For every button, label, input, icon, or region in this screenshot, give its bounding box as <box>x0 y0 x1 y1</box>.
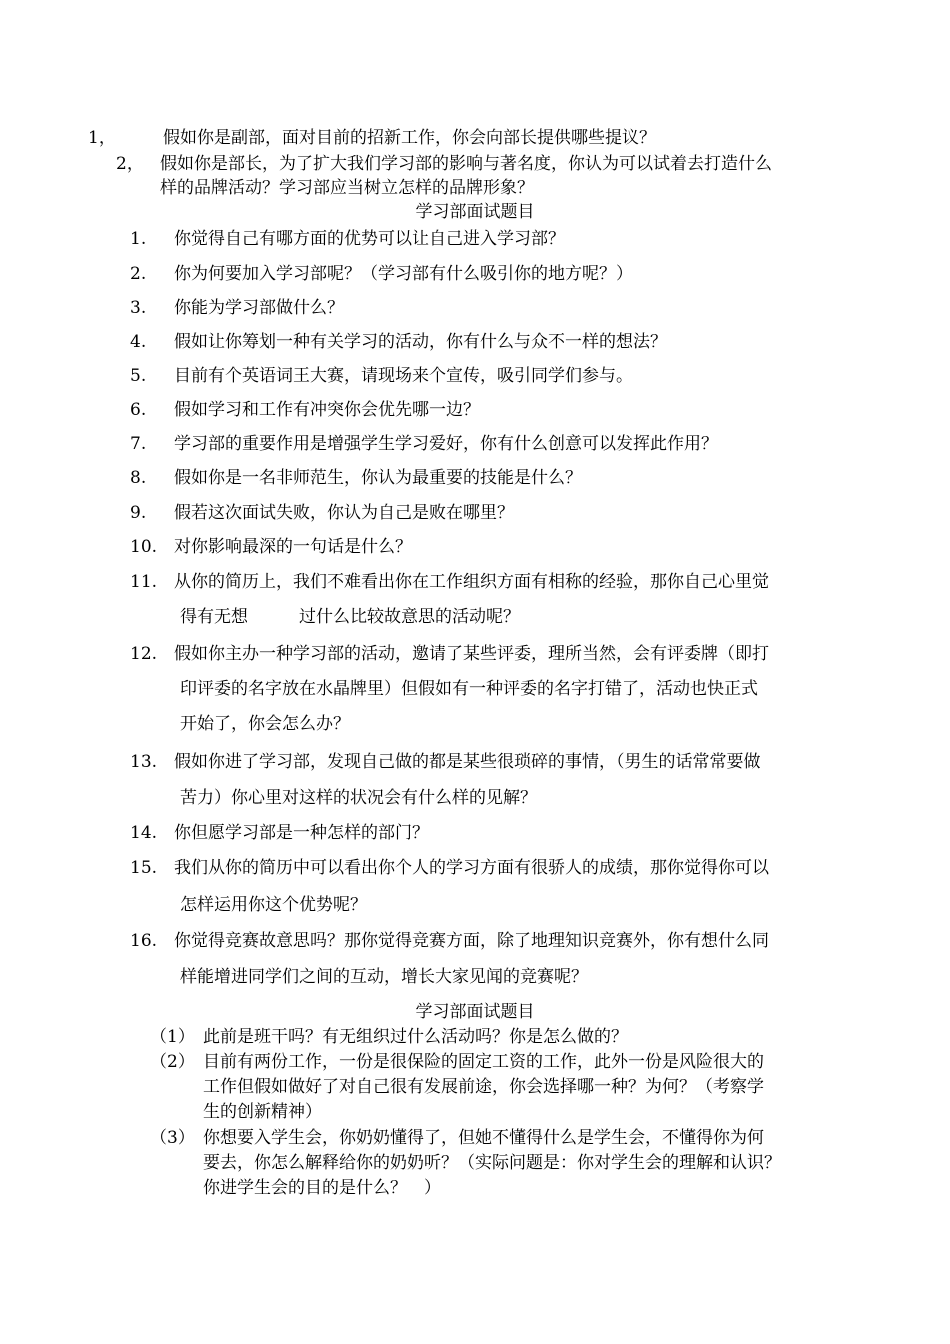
intro-number: 1， <box>88 128 116 148</box>
question-number: （1） <box>150 1027 195 1047</box>
question-line: 要去，你怎么解释给你的奶奶听？（实际问题是：你对学生会的理解和认识？ <box>203 1153 781 1173</box>
question-line: 你觉得自己有哪方面的优势可以让自己进入学习部？ <box>174 229 565 249</box>
question-number: （3） <box>150 1128 195 1148</box>
question-line: 你想要入学生会，你奶奶懂得了，但她不懂得什么是学生会，不懂得你为何 <box>203 1128 764 1148</box>
question-number: 5. <box>130 366 147 386</box>
question-line: 假如你是一名非师范生，你认为最重要的技能是什么？ <box>174 468 582 488</box>
question-line: 你能为学习部做什么？ <box>174 298 344 318</box>
intro-question-line: 假如你是副部，面对目前的招新工作，你会向部长提供哪些提议？ <box>163 128 656 148</box>
question-line: 从你的简历上，我们不难看出你在工作组织方面有相称的经验，那你自己心里觉 <box>174 572 769 592</box>
question-line: 你但愿学习部是一种怎样的部门？ <box>174 823 429 843</box>
question-line: 目前有个英语词王大赛，请现场来个宣传，吸引同学们参与。 <box>174 366 633 386</box>
question-number: 12. <box>130 644 158 664</box>
question-line: 你觉得竞赛故意思吗？那你觉得竞赛方面，除了地理知识竞赛外，你有想什么同 <box>174 931 769 951</box>
question-number: 8. <box>130 468 147 488</box>
question-line: 开始了，你会怎么办？ <box>180 714 350 734</box>
question-line: 假如你进了学习部，发现自己做的都是某些很琐碎的事情，（男生的话常常要做 <box>174 752 761 772</box>
question-line: 印评委的名字放在水晶牌里）但假如有一种评委的名字打错了，活动也快正式 <box>180 679 758 699</box>
question-line: 学习部的重要作用是增强学生学习爱好，你有什么创意可以发挥此作用？ <box>174 434 718 454</box>
question-line: 苦力）你心里对这样的状况会有什么样的见解？ <box>180 788 537 808</box>
intro-question-line: 假如你是部长，为了扩大我们学习部的影响与著名度，你认为可以试着去打造什么 <box>160 154 772 174</box>
question-line: 样能增进同学们之间的互动，增长大家见闻的竞赛呢？ <box>180 967 588 987</box>
question-number: 13. <box>130 752 158 772</box>
question-line: 假如让你筹划一种有关学习的活动，你有什么与众不一样的想法？ <box>174 332 667 352</box>
intro-number: 2， <box>116 154 144 174</box>
question-line: 我们从你的简历中可以看出你个人的学习方面有很骄人的成绩，那你觉得你可以 <box>174 858 769 878</box>
question-number: 14. <box>130 823 158 843</box>
section-title: 学习部面试题目 <box>415 1002 535 1022</box>
question-line: 怎样运用你这个优势呢？ <box>180 895 367 915</box>
question-line: 假如你主办一种学习部的活动，邀请了某些评委，理所当然，会有评委牌（即打 <box>174 644 769 664</box>
question-number: 9. <box>130 503 147 523</box>
question-line: 你为何要加入学习部呢？（学习部有什么吸引你的地方呢？） <box>174 264 633 284</box>
question-line: 此前是班干吗？有无组织过什么活动吗？你是怎么做的？ <box>203 1027 628 1047</box>
question-number: 11. <box>130 572 158 592</box>
question-line: 对你影响最深的一句话是什么？ <box>174 537 412 557</box>
question-number: 3. <box>130 298 147 318</box>
question-line: 生的创新精神） <box>203 1102 322 1122</box>
question-line: 假若这次面试失败，你认为自己是败在哪里？ <box>174 503 514 523</box>
question-number: 1. <box>130 229 147 249</box>
question-line: 工作但假如做好了对自己很有发展前途，你会选择哪一种？为何？（考察学 <box>203 1077 764 1097</box>
question-line: 你进学生会的目的是什么？ ） <box>203 1178 441 1198</box>
question-line: 目前有两份工作，一份是很保险的固定工资的工作，此外一份是风险很大的 <box>203 1052 764 1072</box>
section-title: 学习部面试题目 <box>415 202 535 222</box>
question-number: 6. <box>130 400 147 420</box>
question-number: （2） <box>150 1052 195 1072</box>
question-line: 得有无想 过什么比较故意思的活动呢？ <box>180 607 520 627</box>
question-number: 7. <box>130 434 147 454</box>
question-number: 10. <box>130 537 158 557</box>
intro-question-line: 样的品牌活动？学习部应当树立怎样的品牌形象？ <box>160 178 534 198</box>
question-number: 4. <box>130 332 147 352</box>
question-line: 假如学习和工作有冲突你会优先哪一边？ <box>174 400 480 420</box>
question-number: 15. <box>130 858 158 878</box>
question-number: 16. <box>130 931 158 951</box>
question-number: 2. <box>130 264 147 284</box>
